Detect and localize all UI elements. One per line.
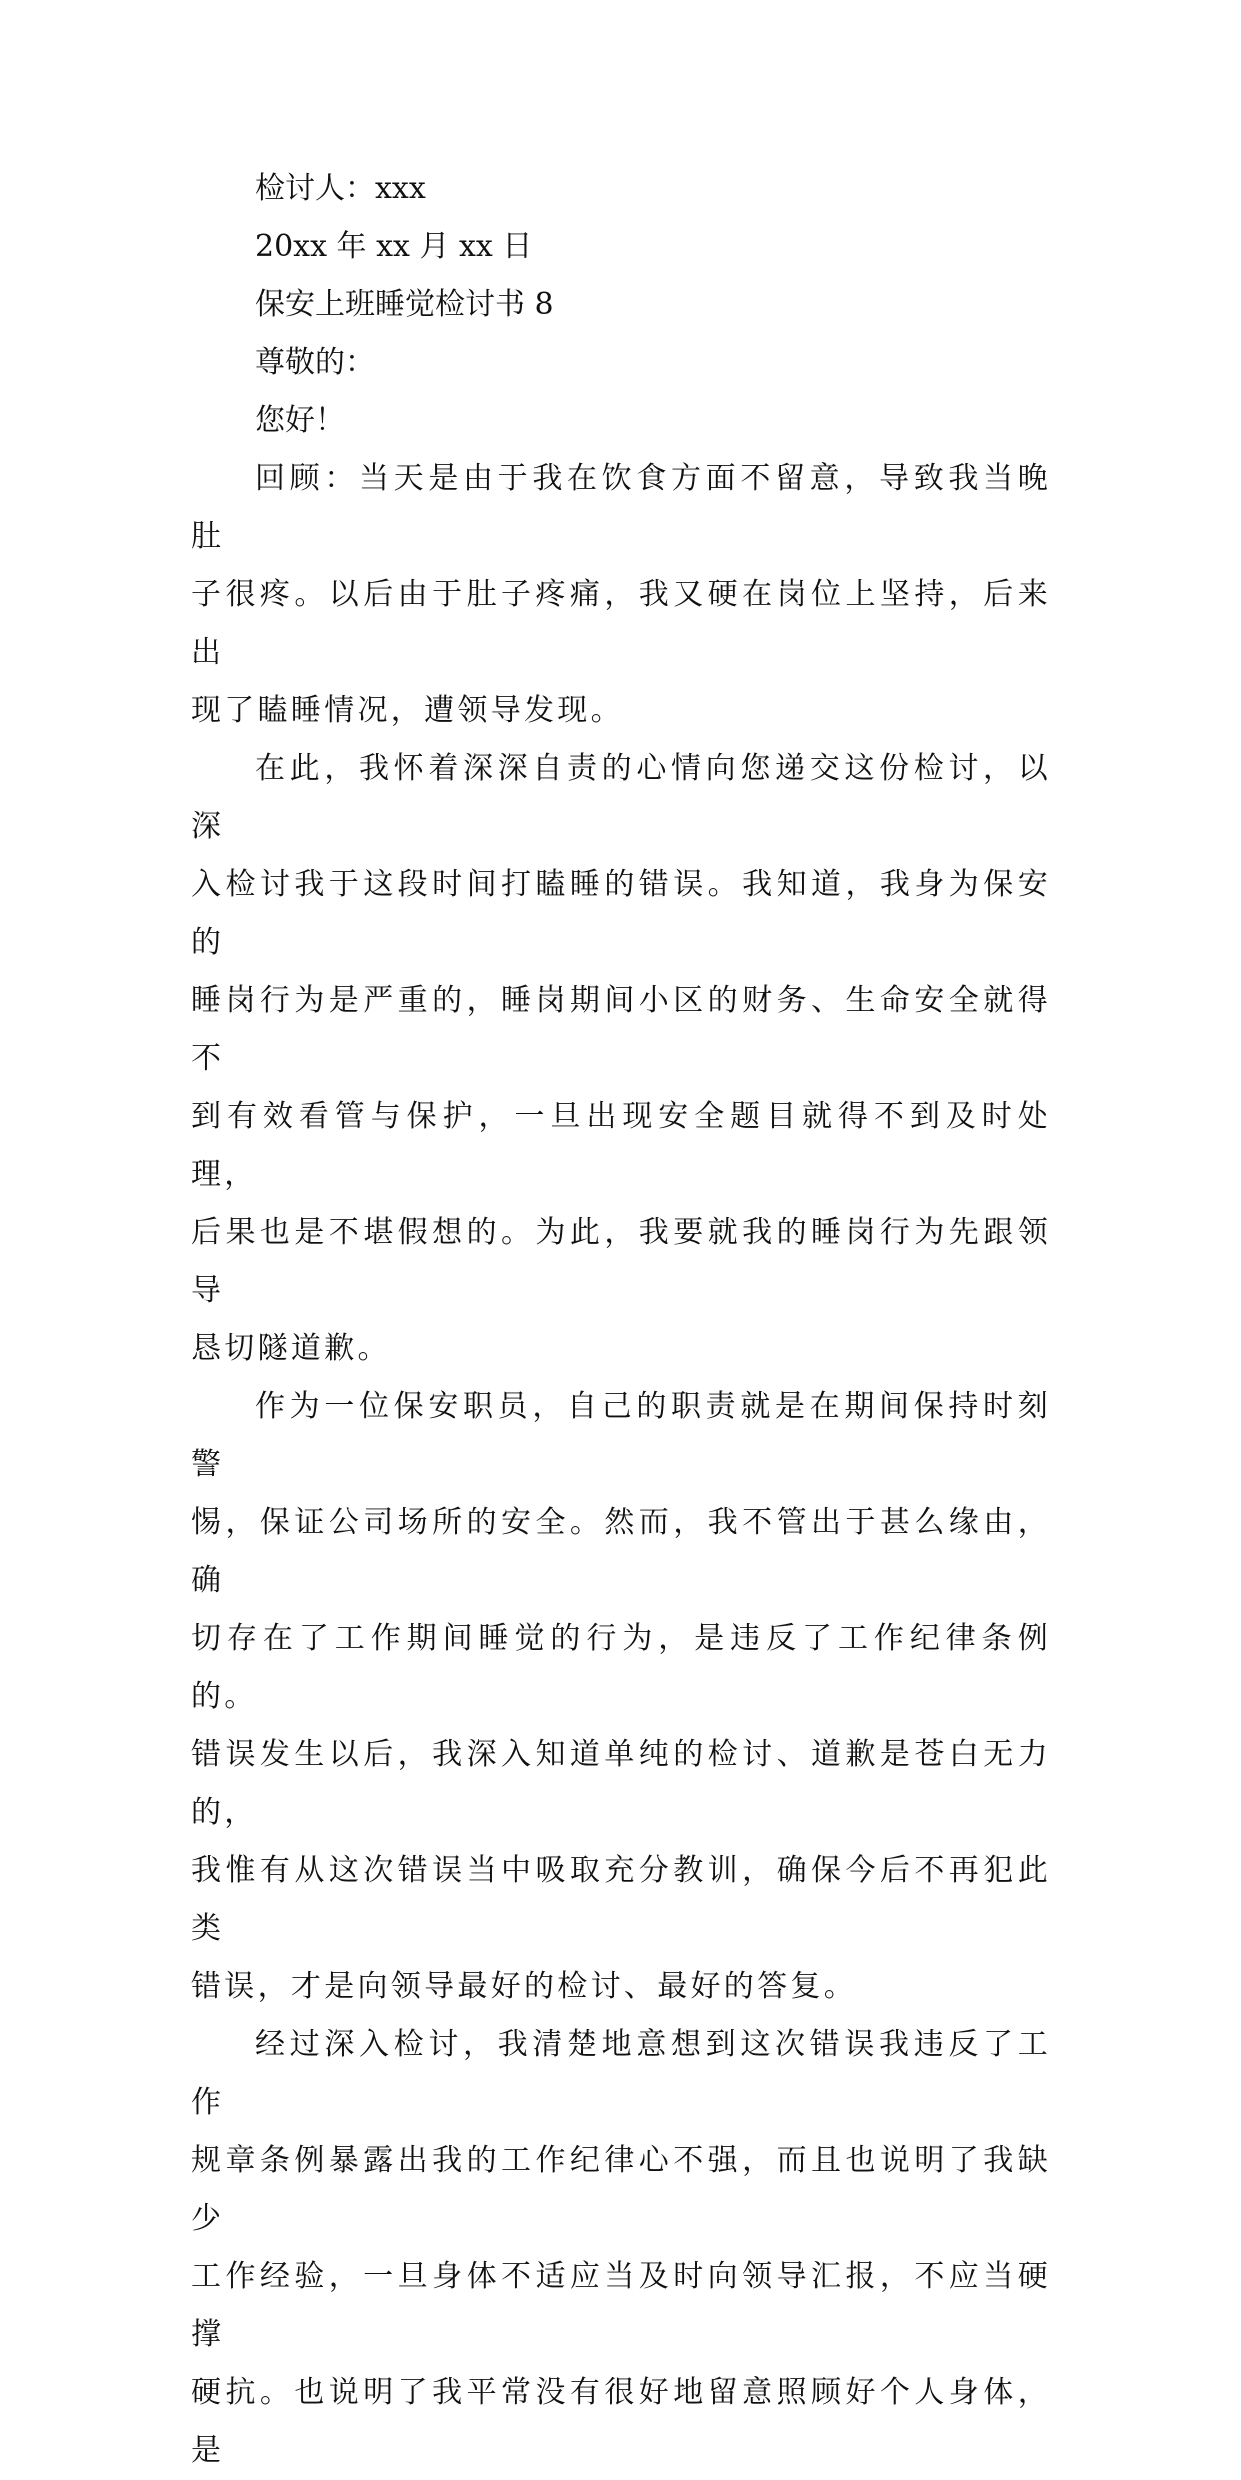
paragraph-line: 错误，才是向领导最好的检讨、最好的答复。 xyxy=(191,1969,857,2004)
paragraph-line: 硬抗。也说明了我平常没有很好地留意照顾好个人身体，是 xyxy=(191,2375,1051,2468)
paragraph-line: 回顾：当天是由于我在饮食方面不留意，导致我当晚肚 xyxy=(191,461,1051,554)
paragraph-line: 到有效看管与保护，一旦出现安全题目就得不到及时处理， xyxy=(191,1099,1051,1192)
document-title: 保安上班睡觉检讨书 8 xyxy=(255,287,554,322)
paragraph-line: 规章条例暴露出我的工作纪律心不强，而且也说明了我缺少 xyxy=(191,2143,1051,2236)
paragraph-line: 睡岗行为是严重的，睡岗期间小区的财务、生命安全就得不 xyxy=(191,983,1051,1076)
paragraph-reflection xyxy=(191,2016,1051,2480)
paragraph-line: 错误发生以后，我深入知道单纯的检讨、道歉是苍白无力的， xyxy=(191,1737,1051,1830)
paragraph-line: 经过深入检讨，我清楚地意想到这次错误我违反了工作 xyxy=(191,2027,1051,2120)
paragraph-line: 现了瞌睡情况，遭领导发现。 xyxy=(191,693,624,728)
paragraph-line: 工作经验，一旦身体不适应当及时向领导汇报，不应当硬撑 xyxy=(191,2259,1051,2352)
salutation: 尊敬的： xyxy=(255,345,375,380)
paragraph-line: 切存在了工作期间睡觉的行为，是违反了工作纪律条例的。 xyxy=(191,1621,1051,1714)
paragraph-line: 子很疼。以后由于肚子疼痛，我又硬在岗位上坚持，后来出 xyxy=(191,577,1051,670)
reviewer-line: 检讨人：xxx xyxy=(255,171,426,206)
paragraph-line: 恳切隧道歉。 xyxy=(191,1331,391,1366)
paragraph-review xyxy=(191,450,1051,740)
paragraph-apology xyxy=(191,740,1051,1378)
paragraph-line: 惕，保证公司场所的安全。然而，我不管出于甚么缘由，确 xyxy=(191,1505,1051,1598)
paragraph-line: 我惟有从这次错误当中吸取充分教训，确保今后不再犯此类 xyxy=(191,1853,1051,1946)
paragraph-line: 在此，我怀着深深自责的心情向您递交这份检讨，以深 xyxy=(191,751,1051,844)
paragraph-line: 后果也是不堪假想的。为此，我要就我的睡岗行为先跟领导 xyxy=(191,1215,1051,1308)
greeting: 您好！ xyxy=(255,403,345,438)
date-line: 20xx 年 xx 月 xx 日 xyxy=(255,229,533,264)
paragraph-line: 入检讨我于这段时间打瞌睡的错误。我知道，我身为保安的 xyxy=(191,867,1051,960)
document-page xyxy=(191,160,1051,2480)
paragraph-responsibility xyxy=(191,1378,1051,2016)
paragraph-line: 作为一位保安职员，自己的职责就是在期间保持时刻警 xyxy=(191,1389,1051,1482)
